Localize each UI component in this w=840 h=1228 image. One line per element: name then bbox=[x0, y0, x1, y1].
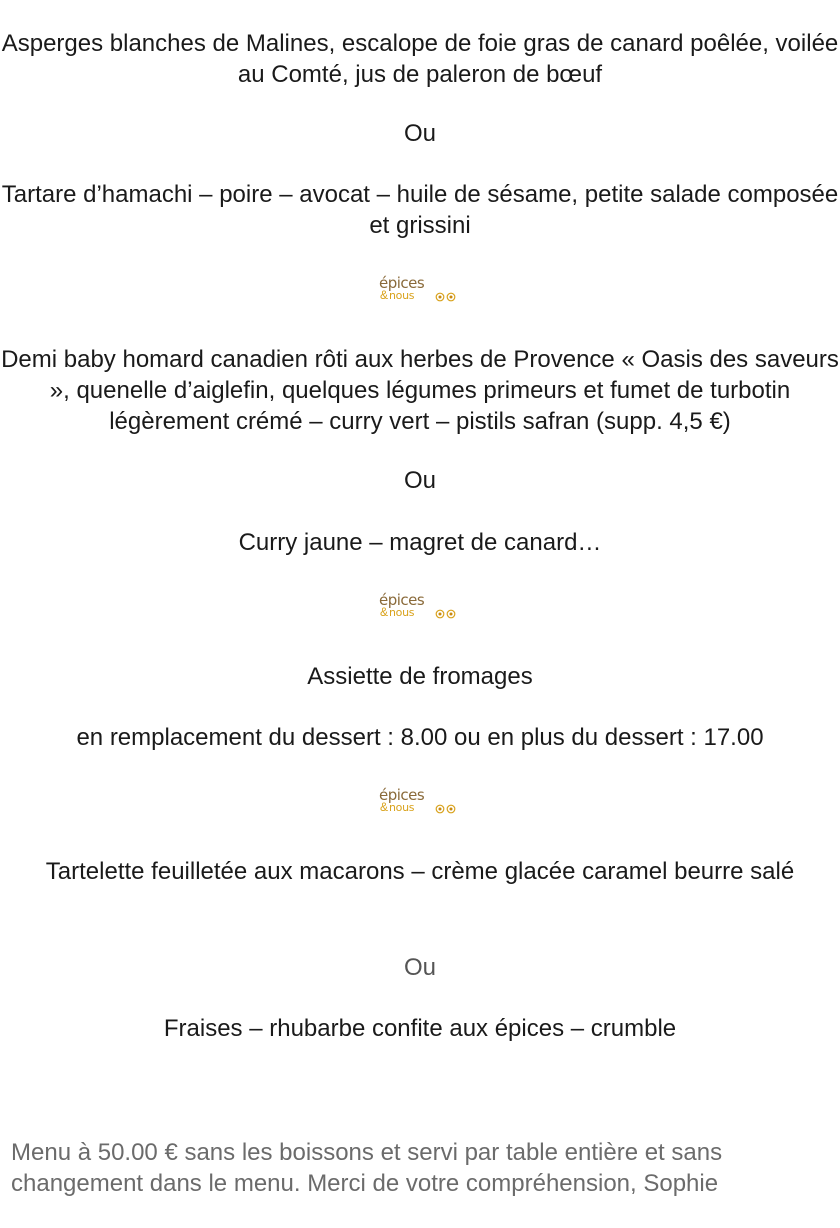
logo-ampersand: & bbox=[380, 800, 389, 814]
logo-word-epices: épices bbox=[379, 786, 425, 804]
logo-word-epices: épices bbox=[379, 274, 425, 292]
logo-word-epices: épices bbox=[379, 591, 425, 609]
logo-word-nous: nous bbox=[389, 801, 415, 814]
spice-dots-icon bbox=[435, 609, 457, 619]
epices-nous-logo bbox=[379, 275, 461, 309]
logo-ampersand: & bbox=[380, 288, 389, 302]
spice-dots-icon bbox=[435, 292, 457, 302]
main-dish-1: Demi baby homard canadien rôti aux herbes de Provence « Oasis des saveurs », quenelle d’aiglefin, quelques légumes primeurs et fumet de turbotin légèrement crémé – curry vert – pistils safran (supp. 4,5 €) bbox=[1, 346, 839, 435]
starter-dish-1: Asperges blanches de Malines, escalope de foie gras de canard poêlée, voilée au Comté, jus de paleron de bœuf bbox=[1, 30, 839, 88]
footer-line-1: Menu à 50.00 € sans les boissons et servi par table entière et sans bbox=[11, 1139, 723, 1166]
starter-dish-2: Tartare d’hamachi – poire – avocat – huile de sésame, petite salade composée et grissini bbox=[1, 181, 839, 239]
dessert-or: Ou bbox=[403, 954, 436, 981]
logo-ampersand: & bbox=[380, 605, 389, 619]
dessert-dish-1: Tartelette feuilletée aux macarons – crème glacée caramel beurre salé bbox=[45, 858, 795, 885]
main-or: Ou bbox=[403, 467, 436, 494]
cheese-title: Assiette de fromages bbox=[307, 663, 533, 690]
logo-word-nous: nous bbox=[389, 289, 415, 302]
dessert-dish-2: Fraises – rhubarbe confite aux épices – crumble bbox=[163, 1015, 677, 1042]
main-dish-2: Curry jaune – magret de canard… bbox=[238, 529, 602, 556]
starter-or: Ou bbox=[403, 120, 436, 147]
epices-nous-logo bbox=[379, 787, 461, 821]
epices-nous-logo bbox=[379, 592, 461, 626]
footer-line-2: changement dans le menu. Merci de votre compréhension, Sophie bbox=[11, 1170, 719, 1197]
logo-word-nous: nous bbox=[389, 606, 415, 619]
cheese-price-line: en remplacement du dessert : 8.00 ou en plus du dessert : 17.00 bbox=[76, 724, 764, 751]
menu-footer-note bbox=[11, 1137, 831, 1199]
spice-dots-icon bbox=[435, 804, 457, 814]
